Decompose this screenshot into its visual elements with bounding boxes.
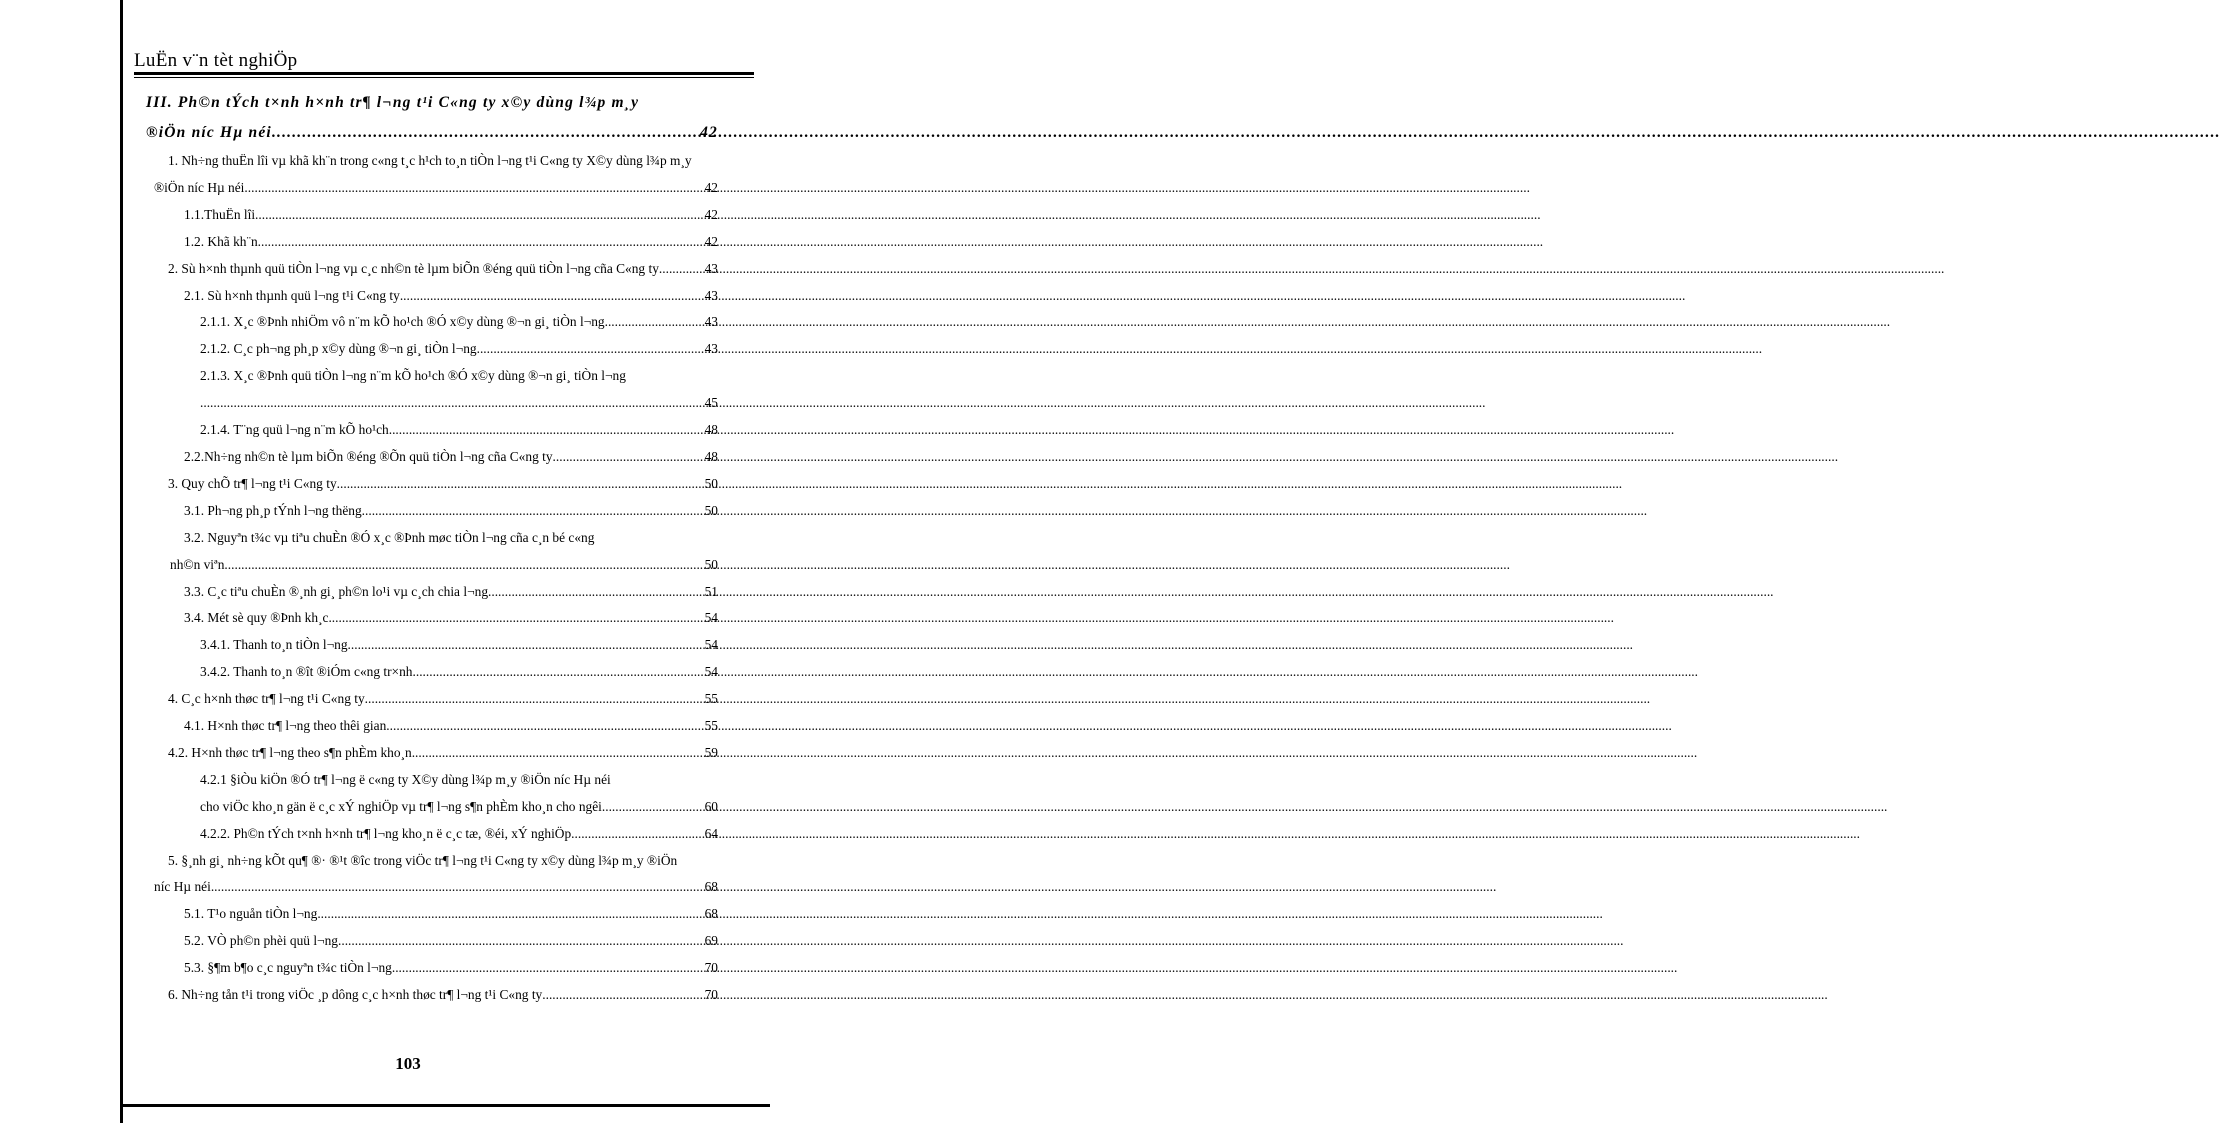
header-rule-thick: [134, 72, 754, 75]
toc-page-number: 43: [704, 341, 718, 357]
toc-page-number: 60: [704, 798, 718, 814]
running-header: LuËn v¨n tèt nghiÖp: [134, 50, 298, 71]
toc-entry-text: nh©n viªn: [170, 556, 225, 572]
dot-leader: [400, 283, 703, 310]
toc-entry-text: 1.2. Khã kh¨n: [184, 233, 258, 249]
toc-entry-text: 3.2. Nguyªn t¾c vµ tiªu chuÈn ®Ó x¸c ®Þnh møc tiÒn l¬ng cña c¸n bé c«ng: [184, 529, 595, 545]
dot-leader: [542, 982, 702, 1009]
toc-entry-3-4[interactable]: [134, 605, 754, 632]
dot-leader: [412, 740, 703, 767]
dot-leader: [389, 417, 703, 444]
toc-entry-text: 2.1.3. X¸c ®Þnh quü tiÒn l¬ng n¨m kÕ ho¹ch ®Ó x©y dùng ®¬n gi¸ tiÒn l¬ng: [200, 368, 626, 384]
dot-leader: [362, 498, 703, 525]
toc-entries: [134, 148, 754, 1009]
toc-entry-5[interactable]: [134, 848, 754, 902]
toc-entry-2-1-3[interactable]: [134, 363, 754, 417]
section-page-number: 42: [700, 124, 718, 141]
dot-leader: [392, 955, 703, 982]
toc-page-number: 55: [704, 718, 718, 734]
toc-entry-1-1[interactable]: [134, 202, 754, 229]
toc-page-number: 51: [704, 583, 718, 599]
toc-page-number: 55: [704, 691, 718, 707]
toc-entry-3-4-1[interactable]: [134, 632, 754, 659]
dot-leader: [477, 336, 703, 363]
dot-leader: [575, 821, 703, 848]
toc-entry-3[interactable]: [134, 471, 754, 498]
toc-entry-2-1-1[interactable]: [134, 309, 754, 336]
toc-entry-6[interactable]: [134, 982, 754, 1009]
toc-page-number: 69: [704, 933, 718, 949]
toc-entry-1[interactable]: [134, 148, 754, 202]
toc-page-number: 45: [704, 395, 718, 411]
toc-entry-text: 4.2.2. Ph©n tÝch t×nh h×nh tr¶ l¬ng kho¸n ë c¸c tæ, ®éi, xÝ nghiÖp.: [200, 825, 575, 841]
toc-entry-4-2-1[interactable]: [134, 767, 754, 821]
page-bottom-border: [120, 1104, 770, 1107]
dot-leader: [365, 686, 703, 713]
toc-entry-text: 1. Nh÷ng thuËn lîi vµ khã kh¨n trong c«ng t¸c h¹ch to¸n tiÒn l¬ng t¹i C«ng ty X©y dùng l¾p m¸y: [168, 153, 692, 168]
dot-leader: [338, 928, 703, 955]
toc-entry-2-1-2[interactable]: [134, 336, 754, 363]
dot-leader: [317, 901, 702, 928]
toc-entry-text: 5.2. VÒ ph©n phèi quü l¬ng: [184, 933, 338, 949]
toc-entry-4-1[interactable]: [134, 713, 754, 740]
toc-entry-text: 4.1. H×nh thøc tr¶ l¬ng theo thêi gian: [184, 718, 387, 734]
toc-entry-text: 3.3. C¸c tiªu chuÈn ®¸nh gi¸ ph©n lo¹i vµ c¸ch chia l¬ng: [184, 583, 489, 599]
dot-leader: [258, 229, 703, 256]
toc-entry-4-2[interactable]: [134, 740, 754, 767]
toc-entry-2-1[interactable]: [134, 283, 754, 310]
dot-leader: [659, 256, 703, 283]
toc-page-number: 43: [704, 260, 718, 276]
table-of-contents: [134, 88, 754, 1009]
toc-entry-text: 3.1. Ph¬ng ph¸p tÝnh l¬ng thëng: [184, 502, 362, 518]
dot-leader: [386, 713, 702, 740]
toc-page-number: 70: [704, 960, 718, 976]
toc-entry-3-3[interactable]: [134, 579, 754, 606]
toc-entry-text: 4. C¸c h×nh thøc tr¶ l¬ng t¹i C«ng ty: [168, 691, 365, 707]
toc-page-number: 70: [704, 987, 718, 1003]
toc-entry-text: 3.4.2. Thanh to¸n ®ît ®iÓm c«ng tr×nh: [200, 664, 413, 680]
toc-entry-text: 4.2.1 §iÒu kiÖn ®Ó tr¶ l¬ng ë c«ng ty X©y dùng l¾p m¸y ®iÖn níc Hµ néi: [200, 771, 611, 787]
toc-entry-2[interactable]: [134, 256, 754, 283]
toc-entry-1-2[interactable]: [134, 229, 754, 256]
toc-entry-text: 6. Nh÷ng tån t¹i trong viÖc ¸p dông c¸c h×nh thøc tr¶ l¬ng t¹i C«ng ty: [168, 987, 543, 1003]
toc-page-number: 48: [704, 448, 718, 464]
toc-page-number: 54: [704, 637, 718, 653]
toc-entry-text: 2. Sù h×nh thµnh quü tiÒn l¬ng vµ c¸c nh©n tè lµm biÕn ®éng quü tiÒn l¬ng cña C«ng ty: [168, 260, 659, 276]
toc-page-number: 59: [704, 744, 718, 760]
toc-page-number: 42: [704, 206, 718, 222]
dot-leader: [602, 794, 703, 821]
toc-entry-text: 5.1. T¹o nguån tiÒn l¬ng: [184, 906, 318, 922]
toc-page-number: 42: [704, 179, 718, 195]
toc-entry-text: 1.1.ThuËn lîi: [184, 206, 256, 222]
toc-entry-text: 2.1. Sù h×nh thµnh quü l¬ng t¹i C«ng ty: [184, 287, 400, 303]
toc-entry-5-3[interactable]: [134, 955, 754, 982]
header-rule-thin: [134, 77, 754, 78]
dot-leader: [200, 390, 703, 417]
toc-entry-text: 5. §¸nh gi¸ nh÷ng kÕt qu¶ ®· ®¹t ®îc trong viÖc tr¶ l¬ng t¹i C«ng ty x©y dùng l¾p m¸y ®iÖn: [168, 852, 678, 868]
dot-leader: [413, 659, 703, 686]
toc-entry-2-2[interactable]: [134, 444, 754, 471]
dot-leader: [224, 552, 702, 579]
dot-leader: [328, 605, 702, 632]
page-left-border: [120, 0, 123, 1123]
toc-entry-text: ®iÖn níc Hµ néi: [154, 179, 245, 195]
toc-page-number: 68: [704, 879, 718, 895]
toc-entry-text: 3.4. Mét sè quy ®Þnh kh¸c: [184, 610, 329, 626]
page-number: 103: [395, 1054, 421, 1073]
dot-leader: [272, 118, 698, 148]
dot-leader: [348, 632, 703, 659]
dot-leader: [553, 444, 703, 471]
toc-page-number: 64: [704, 825, 718, 841]
toc-page-number: 68: [704, 906, 718, 922]
toc-page-number: 48: [704, 422, 718, 438]
toc-entry-text: cho viÖc kho¸n gän ë c¸c xÝ nghiÖp vµ tr¶ l¬ng s¶n phÈm kho¸n cho ngêi: [200, 798, 602, 814]
toc-entry-5-1[interactable]: [134, 901, 754, 928]
dot-leader: [337, 471, 703, 498]
toc-entry-text: 2.1.1. X¸c ®Þnh nhiÖm vô n¨m kÕ ho¹ch ®Ó x©y dùng ®¬n gi¸ tiÒn l¬ng: [200, 314, 605, 330]
toc-entry-3-1[interactable]: [134, 498, 754, 525]
section-heading-line2: ®iÖn níc Hµ néi: [146, 124, 272, 141]
toc-page-number: 54: [704, 664, 718, 680]
dot-leader: [211, 874, 703, 901]
toc-entry-4-2-2[interactable]: [134, 821, 754, 848]
toc-page-number: 54: [704, 610, 718, 626]
toc-entry-3-2[interactable]: [134, 525, 754, 579]
toc-page-number: 50: [704, 475, 718, 491]
toc-page-number: 43: [704, 314, 718, 330]
dot-leader: [255, 202, 703, 229]
toc-entry-text: 3. Quy chÕ tr¶ l¬ng t¹i C«ng ty: [168, 475, 337, 491]
toc-entry-text: 2.1.2. C¸c ph¬ng ph¸p x©y dùng ®¬n gi¸ tiÒn l¬ng: [200, 341, 477, 357]
toc-entry-3-4-2[interactable]: [134, 659, 754, 686]
section-heading-line1: III. Ph©n tÝch t×nh h×nh tr¶ l¬ng t¹i C«ng ty x©y dùng l¾p m¸y: [146, 94, 640, 111]
dot-leader: [605, 309, 703, 336]
toc-page-number: 43: [704, 287, 718, 303]
toc-entry-2-1-4[interactable]: [134, 417, 754, 444]
toc-entry-text: 3.4.1. Thanh to¸n tiÒn l¬ng: [200, 637, 348, 653]
toc-entry-text: níc Hµ néi: [154, 879, 211, 895]
toc-entry-text: 5.3. §¶m b¶o c¸c nguyªn t¾c tiÒn l¬ng: [184, 960, 392, 976]
toc-entry-text: 2.1.4. T¨ng quü l¬ng n¨m kÕ ho¹ch: [200, 422, 389, 438]
toc-entry-text: 4.2. H×nh thøc tr¶ l¬ng theo s¶n phÈm kho¸n: [168, 744, 412, 760]
toc-section-heading: [134, 88, 754, 148]
toc-entry-5-2[interactable]: [134, 928, 754, 955]
dot-leader: [488, 579, 703, 606]
toc-page-number: 50: [704, 556, 718, 572]
toc-entry-text: 2.2.Nh÷ng nh©n tè lµm biÕn ®éng ®Õn quü tiÒn l¬ng cña C«ng ty: [184, 448, 553, 464]
toc-page-number: 42: [704, 233, 718, 249]
dot-leader: [244, 175, 702, 202]
toc-entry-4[interactable]: [134, 686, 754, 713]
toc-page-number: 50: [704, 502, 718, 518]
